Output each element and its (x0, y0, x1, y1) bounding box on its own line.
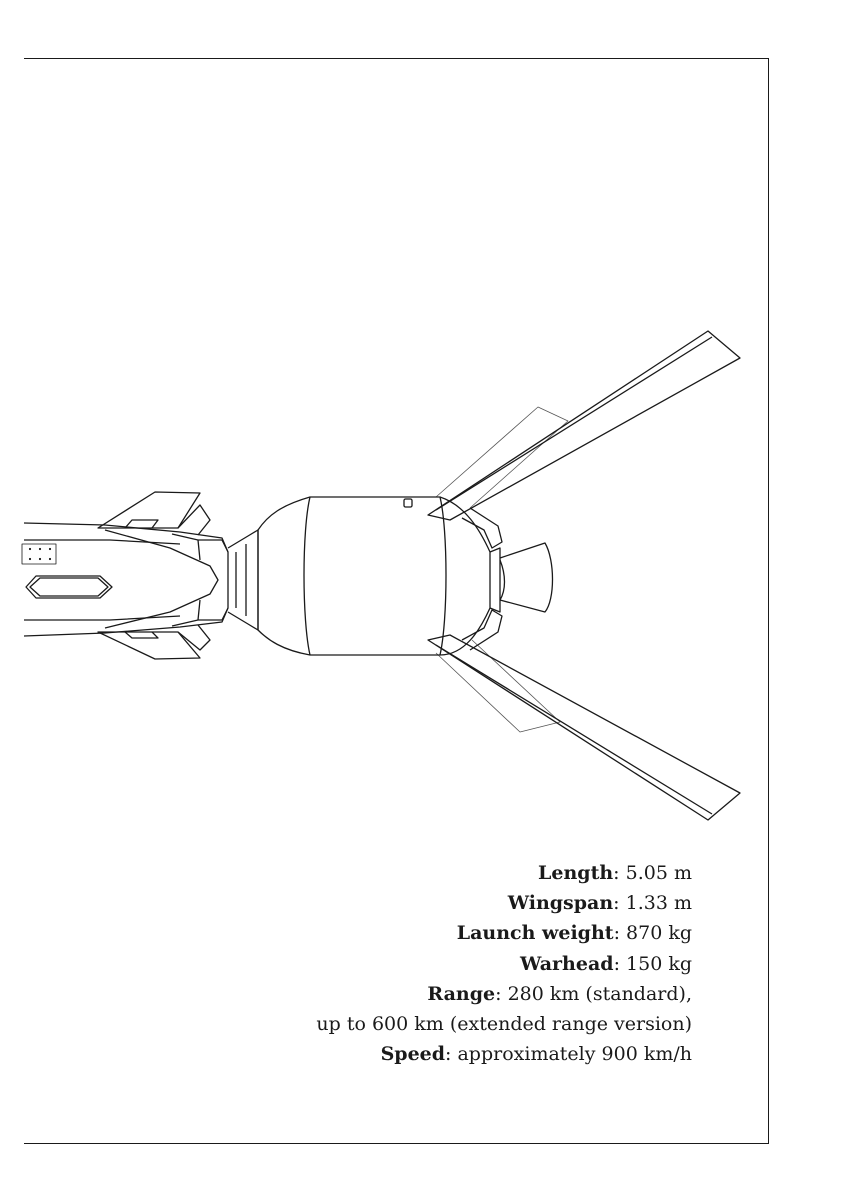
spec-wingspan-label: Wingspan (507, 892, 614, 915)
spec-warhead-label: Warhead (520, 952, 614, 975)
coupling (228, 530, 258, 630)
spec-launch-weight-value: 870 kg (626, 922, 692, 945)
spec-length-value: 5.05 m (625, 862, 692, 884)
spec-range-extended: up to 600 km (extended range version) (316, 1013, 692, 1036)
spec-launch-weight-label: Launch weight (456, 922, 614, 945)
spec-wingspan-value: 1.33 m (625, 892, 692, 915)
spec-warhead: Warhead: 150 kg (520, 952, 692, 975)
specifications-block (316, 858, 692, 1069)
spec-launch-weight: Launch weight: 870 kg (456, 922, 692, 945)
exhaust-nozzle (500, 543, 553, 612)
spec-range-label: Range (427, 982, 496, 1005)
spec-length: Length: 5.05 m (538, 862, 692, 884)
spec-range: Range: 280 km (standard), (427, 982, 692, 1005)
spec-wingspan: Wingspan: 1.33 m (507, 892, 692, 915)
main-wings (428, 331, 740, 820)
spec-speed: Speed: approximately 900 km/h (380, 1043, 692, 1066)
spec-speed-label: Speed (380, 1043, 446, 1066)
tail-fins (98, 492, 228, 659)
rear-wing-shadows (436, 407, 568, 732)
wing-mounts (462, 508, 502, 650)
spec-range-value: 280 km (standard), (507, 982, 692, 1005)
engine-pod (258, 497, 500, 655)
spec-warhead-value: 150 kg (626, 952, 692, 975)
spec-speed-value: approximately 900 km/h (457, 1043, 692, 1066)
vent-dots (29, 548, 51, 560)
pod-vent (404, 499, 412, 507)
spec-length-label: Length (538, 862, 614, 884)
